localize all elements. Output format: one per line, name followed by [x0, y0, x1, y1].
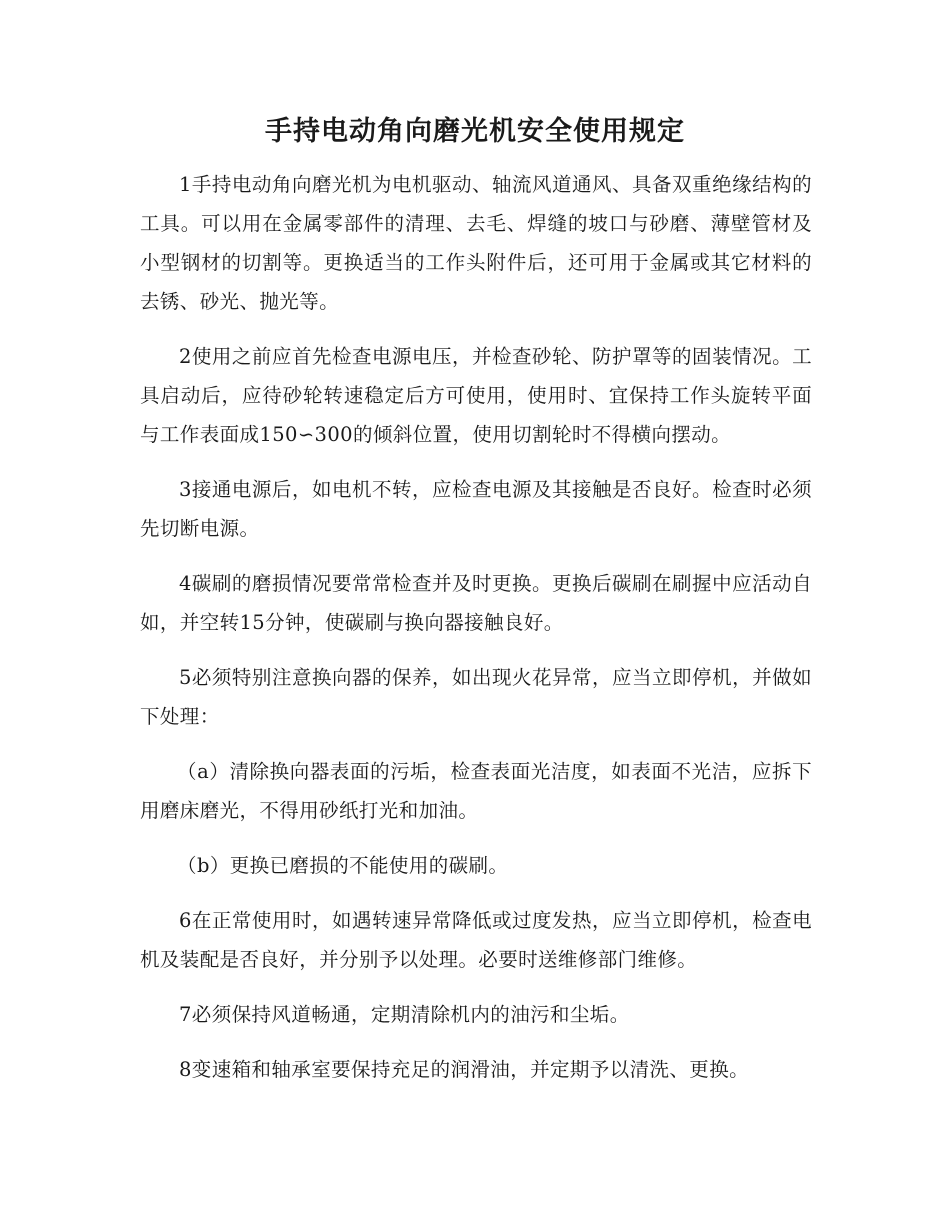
paragraph-2: 2使用之前应首先检查电源电压，并检查砂轮、防护罩等的固装情况。工具启动后，应待砂轮转速稳定后方可使用，使用时、宜保持工作头旋转平面与工作表面成150∽300的倾斜位置，使用切割轮时不得横向摆动。: [140, 345, 812, 446]
paragraph-7: 7必须保持风道畅通，定期清除机内的油污和尘垢。: [179, 1003, 630, 1026]
paragraph-4: 4碳刷的磨损情况要常常检查并及时更换。更换后碳刷在刷握中应活动自如，并空转15分钟，使碳刷与换向器接触良好。: [140, 572, 812, 634]
paragraph-5b: （b）更换已磨损的不能使用的碳刷。: [177, 854, 509, 877]
paragraph-3: 3接通电源后，如电机不转，应检查电源及其接触是否良好。检查时必须先切断电源。: [140, 478, 812, 540]
paragraph-6: 6在正常使用时，如遇转速异常降低或过度发热，应当立即停机，检查电机及装配是否良好，并分别予以处理。必要时送维修部门维修。: [140, 909, 812, 971]
paragraph-1: 1手持电动角向磨光机为电机驱动、轴流风道通风、具备双重绝缘结构的工具。可以用在金属零部件的清理、去毛、焊缝的坡口与砂磨、薄壁管材及小型钢材的切割等。更换适当的工作头附件后，还可用于金属或其它材料的去锈、砂光、抛光等。: [140, 173, 812, 313]
paragraph-5: 5必须特别注意换向器的保养，如出现火花异常，应当立即停机，并做如下处理：: [140, 666, 812, 728]
paragraph-5a: （a）清除换向器表面的污垢，检查表面光洁度，如表面不光洁，应拆下用磨床磨光，不得用砂纸打光和加油。: [140, 760, 812, 822]
paragraph-8: 8变速箱和轴承室要保持充足的润滑油，并定期予以清洗、更换。: [179, 1058, 750, 1081]
document-title: 手持电动角向磨光机安全使用规定: [265, 116, 685, 147]
document-body: [140, 165, 812, 1105]
